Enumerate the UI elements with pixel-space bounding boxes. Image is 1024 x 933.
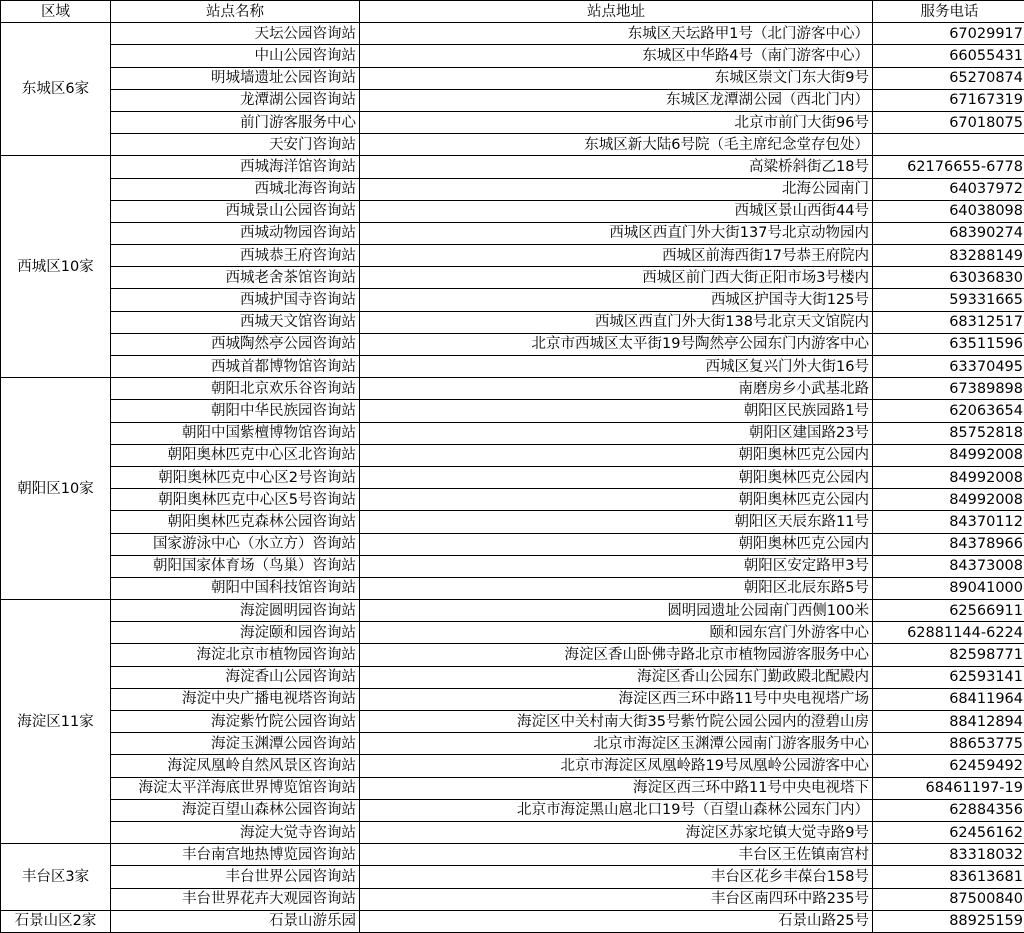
station-address-cell: 朝阳区天辰东路11号: [360, 511, 873, 533]
area-cell: 西城区10家: [1, 156, 111, 378]
table-row: [1, 821, 1024, 843]
station-address-cell: 东城区中华路4号（南门游客中心）: [360, 45, 873, 67]
table-row: [1, 622, 1024, 644]
station-phone-cell: 62881144-6224: [873, 622, 1024, 644]
station-name-cell: 海淀中央广播电视塔咨询站: [111, 688, 360, 710]
station-address-cell: 北海公园南门: [360, 178, 873, 200]
station-phone-cell: 88653775: [873, 733, 1024, 755]
station-name-cell: 天安门咨询站: [111, 134, 360, 156]
table-row: [1, 755, 1024, 777]
station-address-cell: 颐和园东宫门外游客中心: [360, 622, 873, 644]
station-address-cell: 西城区西直门外大街137号北京动物园内: [360, 222, 873, 244]
station-name-cell: 西城北海咨询站: [111, 178, 360, 200]
station-phone-cell: 62459492: [873, 755, 1024, 777]
table-row: [1, 888, 1024, 910]
station-phone-cell: 62456162: [873, 821, 1024, 843]
station-name-cell: 龙潭湖公园咨询站: [111, 89, 360, 111]
table-row: [1, 600, 1024, 622]
table-row: [1, 67, 1024, 89]
station-name-cell: 西城景山公园咨询站: [111, 200, 360, 222]
station-phone-cell: 89041000: [873, 577, 1024, 599]
station-phone-cell: 62566911: [873, 600, 1024, 622]
station-phone-cell: 68312517: [873, 311, 1024, 333]
table-body: [1, 23, 1024, 933]
area-cell: 朝阳区10家: [1, 378, 111, 600]
table-row: [1, 577, 1024, 599]
station-address-cell: 西城区景山西街44号: [360, 200, 873, 222]
station-name-cell: 海淀香山公园咨询站: [111, 666, 360, 688]
station-name-cell: 海淀圆明园咨询站: [111, 600, 360, 622]
station-name-cell: 丰台南宫地热博览园咨询站: [111, 844, 360, 866]
station-name-cell: 丰台世界公园咨询站: [111, 866, 360, 888]
table-row: [1, 444, 1024, 466]
station-name-cell: 海淀北京市植物园咨询站: [111, 644, 360, 666]
table-row: [1, 666, 1024, 688]
table-row: [1, 777, 1024, 799]
station-name-cell: 朝阳中国紫檀博物馆咨询站: [111, 422, 360, 444]
station-name-cell: 朝阳中华民族园咨询站: [111, 400, 360, 422]
station-name-cell: 朝阳奥林匹克中心区5号咨询站: [111, 489, 360, 511]
table-row: [1, 555, 1024, 577]
station-phone-cell: 82598771: [873, 644, 1024, 666]
station-phone-cell: 62063654: [873, 400, 1024, 422]
station-address-cell: 朝阳奥林匹克公园内: [360, 466, 873, 488]
station-name-cell: 海淀大觉寺咨询站: [111, 821, 360, 843]
station-name-cell: 海淀太平洋海底世界博览馆咨询站: [111, 777, 360, 799]
table-row: [1, 45, 1024, 67]
station-address-cell: 东城区新大陆6号院（毛主席纪念堂存包处）: [360, 134, 873, 156]
header-phone: 服务电话: [873, 1, 1024, 23]
table-row: [1, 400, 1024, 422]
station-address-cell: 朝阳区北辰东路5号: [360, 577, 873, 599]
station-phone-cell: 83318032: [873, 844, 1024, 866]
station-phone-cell: 63036830: [873, 267, 1024, 289]
table-row: [1, 866, 1024, 888]
station-phone-cell: 63370495: [873, 356, 1024, 378]
table-row: [1, 799, 1024, 821]
station-name-cell: 朝阳奥林匹克中心区北咨询站: [111, 444, 360, 466]
table-row: [1, 688, 1024, 710]
station-phone-cell: 66055431: [873, 45, 1024, 67]
station-phone-cell: 88412894: [873, 711, 1024, 733]
station-phone-cell: 64037972: [873, 178, 1024, 200]
table-row: [1, 910, 1024, 932]
station-address-cell: 北京市海淀黑山扈北口19号（百望山森林公园东门内）: [360, 799, 873, 821]
table-row: [1, 245, 1024, 267]
station-name-cell: 海淀百望山森林公园咨询站: [111, 799, 360, 821]
station-phone-cell: 67167319: [873, 89, 1024, 111]
station-phone-cell: 84373008: [873, 555, 1024, 577]
table-row: [1, 333, 1024, 355]
station-name-cell: 朝阳中国科技馆咨询站: [111, 577, 360, 599]
station-address-cell: 朝阳奥林匹克公园内: [360, 489, 873, 511]
header-area: 区域: [1, 1, 111, 23]
station-phone-cell: 59331665: [873, 289, 1024, 311]
station-phone-cell: 84992008: [873, 489, 1024, 511]
station-name-cell: 西城首都博物馆咨询站: [111, 356, 360, 378]
header-address: 站点地址: [360, 1, 873, 23]
station-phone-cell: 85752818: [873, 422, 1024, 444]
station-address-cell: 北京市前门大街96号: [360, 111, 873, 133]
station-address-cell: 北京市海淀区玉渊潭公园南门游客服务中心: [360, 733, 873, 755]
station-address-cell: 东城区崇文门东大街9号: [360, 67, 873, 89]
station-name-cell: 西城老舍茶馆咨询站: [111, 267, 360, 289]
area-cell: 东城区6家: [1, 23, 111, 156]
station-name-cell: 朝阳奥林匹克森林公园咨询站: [111, 511, 360, 533]
station-name-cell: 西城动物园咨询站: [111, 222, 360, 244]
station-name-cell: 海淀凤凰岭自然风景区咨询站: [111, 755, 360, 777]
station-address-cell: 海淀区香山公园东门勤政殿北配殿内: [360, 666, 873, 688]
station-address-cell: 海淀区苏家坨镇大觉寺路9号: [360, 821, 873, 843]
station-phone-cell: 65270874: [873, 67, 1024, 89]
station-address-cell: 丰台区南四环中路235号: [360, 888, 873, 910]
station-address-cell: 海淀区香山卧佛寺路北京市植物园游客服务中心: [360, 644, 873, 666]
table-row: [1, 644, 1024, 666]
table-row: [1, 422, 1024, 444]
station-phone-cell: 62176655-6778: [873, 156, 1024, 178]
table-row: [1, 378, 1024, 400]
station-phone-cell: 84370112: [873, 511, 1024, 533]
station-phone-cell: 67389898: [873, 378, 1024, 400]
station-address-cell: 朝阳区建国路23号: [360, 422, 873, 444]
station-phone-cell: 84992008: [873, 466, 1024, 488]
table-row: [1, 222, 1024, 244]
table-row: [1, 356, 1024, 378]
station-name-cell: 海淀玉渊潭公园咨询站: [111, 733, 360, 755]
station-address-cell: 北京市海淀区凤凰岭路19号凤凰岭公园游客中心: [360, 755, 873, 777]
station-phone-cell: 62593141: [873, 666, 1024, 688]
station-name-cell: 西城陶然亭公园咨询站: [111, 333, 360, 355]
table-row: [1, 489, 1024, 511]
area-cell: 石景山区2家: [1, 910, 111, 932]
table-row: [1, 466, 1024, 488]
table-row: [1, 733, 1024, 755]
station-address-cell: 丰台区花乡丰葆台158号: [360, 866, 873, 888]
station-phone-cell: 84992008: [873, 444, 1024, 466]
station-address-cell: 西城区护国寺大街125号: [360, 289, 873, 311]
table-row: [1, 844, 1024, 866]
station-phone-cell: 68411964: [873, 688, 1024, 710]
table-row: [1, 289, 1024, 311]
station-name-cell: 西城天文馆咨询站: [111, 311, 360, 333]
station-name-cell: 中山公园咨询站: [111, 45, 360, 67]
station-address-cell: 海淀区中关村南大街35号紫竹院公园公园内的澄碧山房: [360, 711, 873, 733]
table-row: [1, 267, 1024, 289]
station-phone-cell: 67029917: [873, 23, 1024, 45]
station-name-cell: 前门游客服务中心: [111, 111, 360, 133]
station-address-cell: 圆明园遗址公园南门西侧100米: [360, 600, 873, 622]
station-name-cell: 西城海洋馆咨询站: [111, 156, 360, 178]
station-address-cell: 朝阳区安定路甲3号: [360, 555, 873, 577]
table-row: [1, 533, 1024, 555]
station-name-cell: 西城恭王府咨询站: [111, 245, 360, 267]
station-address-cell: 西城区西直门外大街138号北京天文馆院内: [360, 311, 873, 333]
station-address-cell: 高粱桥斜街乙18号: [360, 156, 873, 178]
header-row: [1, 1, 1024, 23]
station-phone-cell: 68390274: [873, 222, 1024, 244]
table-row: [1, 134, 1024, 156]
station-phone-cell: 84378966: [873, 533, 1024, 555]
station-phone-cell: 83288149: [873, 245, 1024, 267]
station-phone-cell: 83613681: [873, 866, 1024, 888]
station-name-cell: 国家游泳中心（水立方）咨询站: [111, 533, 360, 555]
station-phone-cell: 68461197-19: [873, 777, 1024, 799]
station-address-cell: 西城区前门西大街正阳市场3号楼内: [360, 267, 873, 289]
table-row: [1, 111, 1024, 133]
table-row: [1, 511, 1024, 533]
station-address-cell: 南磨房乡小武基北路: [360, 378, 873, 400]
station-name-cell: 海淀颐和园咨询站: [111, 622, 360, 644]
station-phone-cell: 64038098: [873, 200, 1024, 222]
station-address-cell: 西城区前海西街17号恭王府院内: [360, 245, 873, 267]
station-address-cell: 朝阳区民族园路1号: [360, 400, 873, 422]
station-phone-cell: 63511596: [873, 333, 1024, 355]
station-phone-cell: 88925159: [873, 910, 1024, 932]
station-address-cell: 朝阳奥林匹克公园内: [360, 533, 873, 555]
station-name-cell: 石景山游乐园: [111, 910, 360, 932]
station-phone-cell: 67018075: [873, 111, 1024, 133]
station-name-cell: 朝阳奥林匹克中心区2号咨询站: [111, 466, 360, 488]
station-address-cell: 西城区复兴门外大街16号: [360, 356, 873, 378]
station-name-cell: 朝阳北京欢乐谷咨询站: [111, 378, 360, 400]
station-phone-cell: 87500840: [873, 888, 1024, 910]
table-row: [1, 156, 1024, 178]
table-row: [1, 311, 1024, 333]
area-cell: 丰台区3家: [1, 844, 111, 911]
table-row: [1, 178, 1024, 200]
station-name-cell: 海淀紫竹院公园咨询站: [111, 711, 360, 733]
station-address-cell: 海淀区西三环中路11号中央电视塔下: [360, 777, 873, 799]
station-name-cell: 明城墙遗址公园咨询站: [111, 67, 360, 89]
table-row: [1, 200, 1024, 222]
station-name-cell: 西城护国寺咨询站: [111, 289, 360, 311]
station-name-cell: 天坛公园咨询站: [111, 23, 360, 45]
station-address-cell: 海淀区西三环中路11号中央电视塔广场: [360, 688, 873, 710]
station-name-cell: 朝阳国家体育场（鸟巢）咨询站: [111, 555, 360, 577]
station-address-cell: 丰台区王佐镇南宫村: [360, 844, 873, 866]
station-phone-cell: 62884356: [873, 799, 1024, 821]
station-address-cell: 朝阳奥林匹克公园内: [360, 444, 873, 466]
station-address-cell: 东城区天坛路甲1号（北门游客中心）: [360, 23, 873, 45]
station-address-cell: 北京市西城区太平街19号陶然亭公园东门内游客中心: [360, 333, 873, 355]
table-row: [1, 23, 1024, 45]
table-row: [1, 89, 1024, 111]
station-address-cell: 石景山路25号: [360, 910, 873, 932]
area-cell: 海淀区11家: [1, 600, 111, 844]
station-name-cell: 丰台世界花卉大观园咨询站: [111, 888, 360, 910]
table-row: [1, 711, 1024, 733]
station-phone-cell: [873, 134, 1024, 156]
header-name: 站点名称: [111, 1, 360, 23]
station-address-cell: 东城区龙潭湖公园（西北门内）: [360, 89, 873, 111]
